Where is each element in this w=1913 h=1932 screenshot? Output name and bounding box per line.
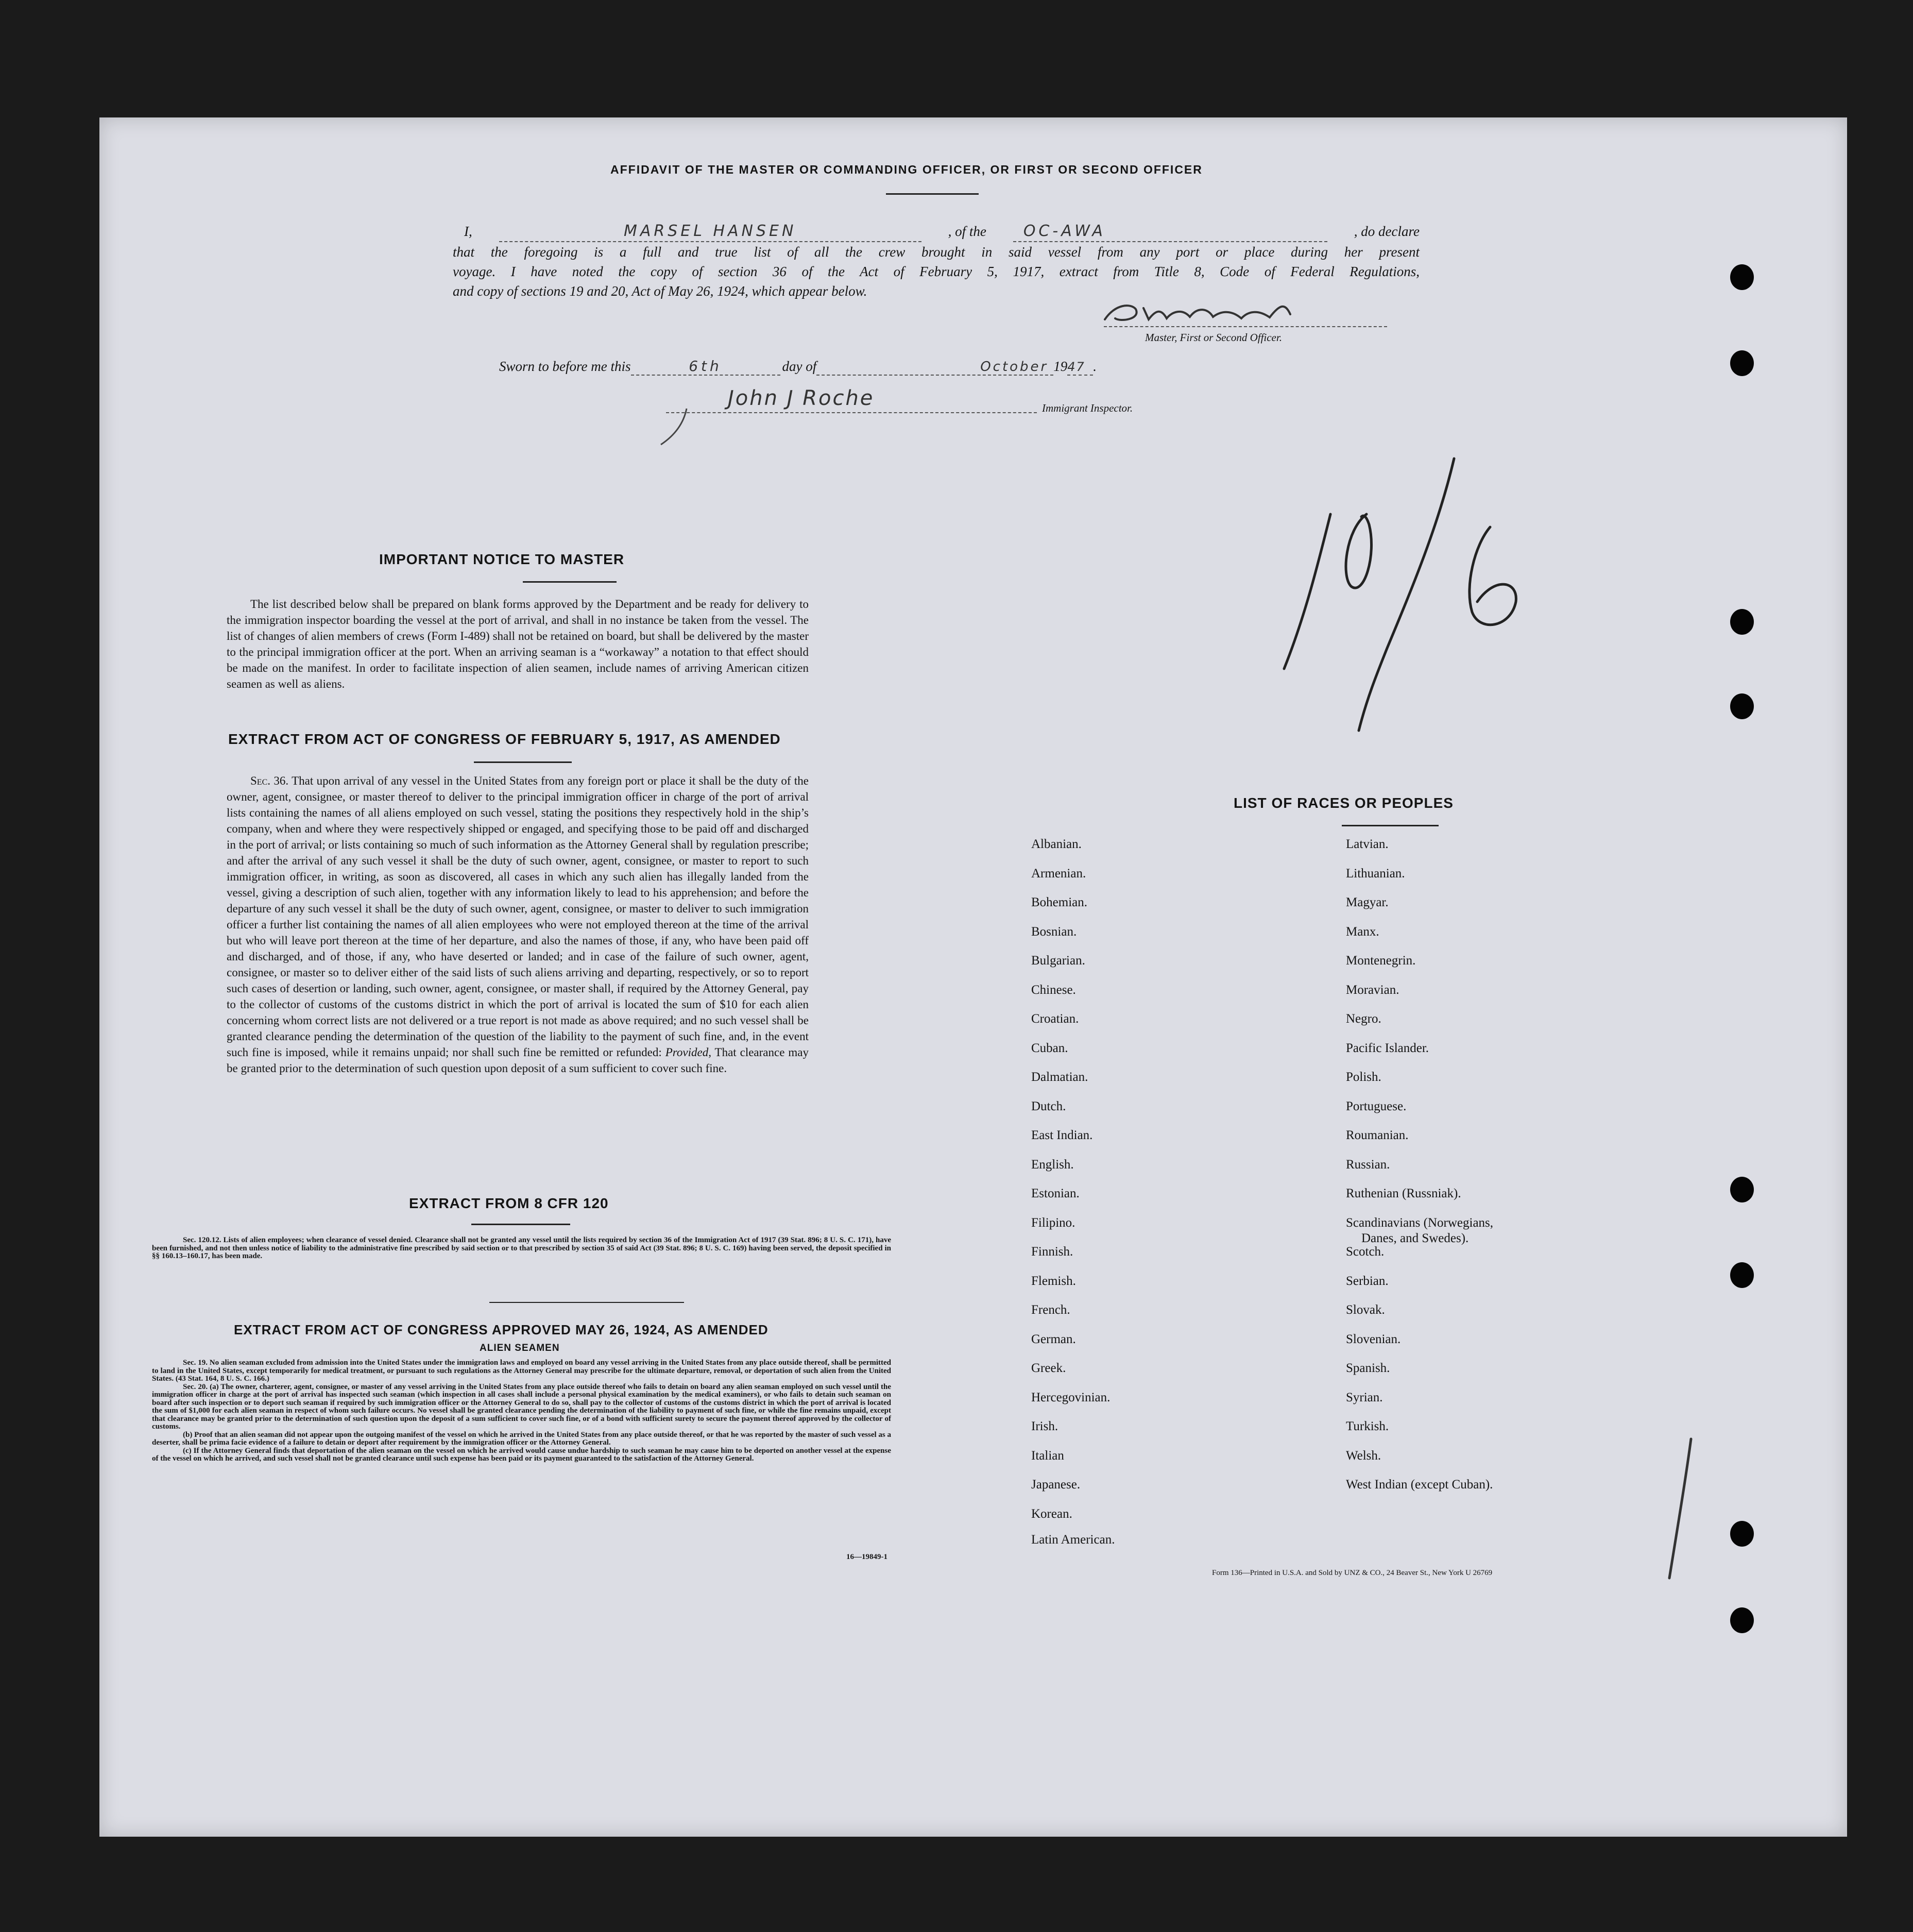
race-item: Japanese.	[1031, 1478, 1081, 1492]
notice-title: IMPORTANT NOTICE TO MASTER	[379, 551, 625, 567]
sworn-day-field	[631, 358, 780, 376]
binder-hole	[1730, 1521, 1754, 1547]
sworn-month-field	[816, 359, 1053, 376]
race-item: Greek.	[1031, 1361, 1066, 1375]
race-item: Slovak.	[1346, 1303, 1385, 1317]
race-item: Roumanian.	[1346, 1128, 1409, 1142]
form-footer: Form 136—Printed in U.S.A. and Sold by UNZ & CO., 24 Beaver St., New York U 26769	[1212, 1569, 1493, 1577]
race-item: Montenegrin.	[1346, 954, 1416, 968]
inspector-signature-field	[666, 386, 1037, 413]
do-declare-label: , do declare	[1354, 224, 1420, 239]
race-item: Moravian.	[1346, 982, 1399, 997]
race-item: Dalmatian.	[1031, 1070, 1088, 1084]
sec-20a-text: Sec. 20. (a) The owner, charterer, agent, consignee, or master of any vessel arriving in the United States from any place outside thereof who fails to detain on board any alien seaman employed on such vessel until the immigration officer in charge at the port of arrival has inspected such seaman (which inspection in all cases shall include a personal physical examination by the medical examiners), or who fails to detain such seaman on board after such inspection or to deport such seaman if required by such immigration officer or the Attorney General to do so, shall pay to the collector of customs of the customs district in which the port of arrival is located the sum of $1,000 for each alien seaman in respect of whom such failure occurs. No vessel shall be granted clearance pending the determination of the liability to payment of such fine, or while the fine remains unpaid, except that clearance may be granted prior to the determination of such question upon the deposit of a sum sufficient to cover such fine, or of a bond with sufficient surety to secure the payment thereof approved by the collector of customs.	[152, 1382, 891, 1431]
extract-cfr-body: Sec. 120.12. Lists of alien employees; when clearance of vessel denied. Clearance shall not be granted any vessel until the lists required by section 36 of the Immigration Act of 1917 (39 Stat. 896; 8 U. S. C. 171), have been furnished, and not then unless notice of liability to the administrative fine prescribed by said section or to that prescribed by section 35 of said Act (39 Stat. 896; 8 U. S. C. 169) having been served, the deposit specified in §§ 160.13–160.17, has been made.	[152, 1236, 891, 1260]
margin-pencil-mark	[1665, 1436, 1696, 1581]
binder-hole	[1730, 264, 1754, 290]
race-item: Danes, and Swedes).	[1361, 1231, 1469, 1245]
affidavit-declaration	[453, 222, 1420, 301]
year-prefix: 19	[1053, 359, 1068, 374]
sworn-line: Sworn to before me this 6th day of October 19 47 .	[499, 358, 1097, 375]
document-page	[99, 117, 1847, 1837]
race-item: Portuguese.	[1346, 1099, 1407, 1113]
sec-20b-text: (b) Proof that an alien seaman did not appear upon the outgoing manifest of the vessel on which he arrived in the United States from any place outside thereof, or that he was reported by the master of such vessel as a deserter, shall be prima facie evidence of a failure to detain or deport after requirement by the immigration officer or the Attorney General.	[152, 1430, 891, 1447]
race-item: Flemish.	[1031, 1274, 1076, 1288]
sworn-day: 6th	[689, 358, 722, 375]
extract-cfr-rule	[471, 1224, 570, 1225]
master-signature	[1100, 299, 1321, 330]
extract-1917-body	[227, 773, 809, 1076]
binder-hole	[1730, 1177, 1754, 1202]
binder-hole	[1730, 609, 1754, 635]
race-item: Slovenian.	[1346, 1332, 1401, 1346]
race-item: Pacific Islander.	[1346, 1041, 1429, 1055]
provided-label: Provided,	[665, 1046, 711, 1059]
binder-hole	[1730, 1262, 1754, 1288]
master-signature-caption: Master, First or Second Officer.	[1145, 331, 1282, 344]
sec-36-text-end: That clearance may be granted prior to the determination of such question upon deposit of a sum sufficient to cover such fine.	[227, 1046, 809, 1075]
master-name: MARSEL HANSEN	[623, 222, 797, 240]
extract-1924-title: EXTRACT FROM ACT OF CONGRESS APPROVED MAY 26, 1924, AS AMENDED	[234, 1322, 768, 1337]
affidavit-line-2: that the foregoing is a full and true list of all the crew brought in said vessel from any port or place during her present	[453, 244, 1420, 260]
inspector-signature-tail	[656, 406, 697, 447]
affidavit-line-3: voyage. I have noted the copy of section 36 of the Act of February 5, 1917, extract from Title 8, Code of Federal Regulations,	[453, 264, 1420, 279]
race-item: Syrian.	[1346, 1390, 1383, 1404]
race-item: Russian.	[1346, 1157, 1390, 1172]
race-item: Filipino.	[1031, 1215, 1075, 1230]
print-code: 16—19849-1	[846, 1553, 887, 1561]
race-item: Latin American.	[1031, 1532, 1115, 1547]
affidavit-line-4: and copy of sections 19 and 20, Act of May 26, 1924, which appear below.	[453, 283, 867, 299]
race-item: Cuban.	[1031, 1041, 1068, 1055]
race-item: Latvian.	[1346, 837, 1389, 851]
race-item: Ruthenian (Russniak).	[1346, 1187, 1461, 1200]
race-item: English.	[1031, 1157, 1074, 1172]
vessel-name-field	[1013, 222, 1327, 242]
sec-36-text: That upon arrival of any vessel in the United States from any foreign port or place it shall be the duty of the owner, agent, consignee, or master thereof to deliver to the principal immigration officer in charge of the port of arrival lists containing the names of all aliens employed on such vessel, stating the positions they respectively hold in the ship’s company, when and where they were respectively shipped or engaged, and specifying those to be paid off and discharged in the port of arrival; or lists containing so much of such information as the Attorney General shall by regulation prescribe; and after the arrival of any such vessel it shall be the duty of such owner, agent, consignee, or master to report to such immigration officer, in writing, as soon as discovered, all cases in which any such alien has illegally landed from the vessel, giving a description of such alien, together with any information likely to lead to his apprehension; and before the departure of any such vessel it shall be the duty of such owner, agent, consignee, or master to deliver to such immigration officer a further list containing the names of all alien employees who were not employed thereon at the time of the arrival but who will leave port thereon at the time of her departure, and also the names of those, if any, who have been paid off and discharged, and of those, if any, who have deserted or landed; and in case of the failure of such owner, agent, consignee, or master so to deliver either of the said lists of such aliens arriving and departing, respectively, or so to report such cases of desertion or landing, such owner, agent, consignee, or master shall, if required by the Attorney General, pay to the collector of customs of the customs district in which the port of arrival is located the sum of $10 for each alien concerning whom correct lists are not delivered or a true report is not made as above required; and no such vessel shall be granted clearance pending the determination of the question of the liability to the payment of such fine, and, in the event such fine is imposed, while it remains unpaid; nor shall such fine be remitted or refunded:	[227, 774, 809, 1059]
race-item: French.	[1031, 1303, 1070, 1317]
inspector-signature: John J Roche	[728, 386, 875, 410]
of-the-label: , of the	[948, 224, 986, 239]
affidavit-title-rule	[886, 193, 979, 195]
binder-hole	[1730, 1607, 1754, 1633]
race-item: Korean.	[1031, 1506, 1072, 1521]
race-item: Magyar.	[1346, 895, 1389, 909]
vessel-name: OC-AWA	[1023, 222, 1106, 240]
race-item: East Indian.	[1031, 1128, 1093, 1142]
race-item: Bulgarian.	[1031, 954, 1085, 968]
race-item: German.	[1031, 1332, 1076, 1346]
notice-body: The list described below shall be prepared on blank forms approved by the Department and be ready for delivery to the immigration inspector boarding the vessel at the port of arrival, and shall in no instance be taken from the vessel. The list of changes of alien members of crews (Form I-489) shall not be retained on board, but shall be delivered by the master to the principal immigration officer at the port. When an arriving seaman is a “workaway” a notation to that effect should be made on the manifest. In order to facilitate inspection of alien seamen, include names of arriving American citizen seamen as well as aliens.	[227, 598, 809, 690]
i-label: I,	[464, 224, 472, 239]
races-title-rule	[1342, 825, 1439, 826]
extract-1917-rule	[474, 761, 572, 763]
race-item: Serbian.	[1346, 1274, 1389, 1288]
extract-cfr-title: EXTRACT FROM 8 CFR 120	[409, 1195, 609, 1211]
year-field	[1067, 359, 1093, 376]
sec-19-text: Sec. 19. No alien seaman excluded from admission into the United States under the immigration laws and employed on board any vessel arriving in the United States from any place outside thereof, shall be permitted to land in the United States, except temporarily for medical treatment, or pursuant to such regulations as the Attorney General may prescribe for the ultimate departure, removal, or deportation of such alien from the United States. (43 Stat. 164, 8 U. S. C. 166.)	[152, 1359, 891, 1383]
extract-1924-body	[152, 1359, 891, 1463]
race-item: Albanian.	[1031, 837, 1082, 851]
binder-hole	[1730, 693, 1754, 719]
affidavit-line-1	[453, 222, 1420, 242]
race-item: Polish.	[1346, 1070, 1381, 1084]
master-name-field	[499, 222, 921, 242]
race-item: Chinese.	[1031, 982, 1076, 997]
race-item: Armenian.	[1031, 866, 1086, 880]
race-item: Estonian.	[1031, 1187, 1080, 1200]
race-item: Manx.	[1346, 924, 1379, 939]
inspector-caption: Immigrant Inspector.	[1042, 402, 1133, 414]
day-of-label: day of	[782, 359, 817, 374]
extract-1924-subtitle: ALIEN SEAMEN	[480, 1343, 560, 1353]
race-item: Irish.	[1031, 1419, 1058, 1433]
race-item: Welsh.	[1346, 1448, 1381, 1463]
affidavit-title: AFFIDAVIT OF THE MASTER OR COMMANDING OFFICER, OR FIRST OR SECOND OFFICER	[610, 163, 1203, 176]
sec-20c-text: (c) If the Attorney General finds that deportation of the alien seaman on the vessel on which he arrived would cause undue hardship to such seaman he may cause him to be deported on another vessel at the expense of the vessel on which he arrived, and such vessel shall not be granted clearance until such expense has been paid or its payment guaranteed to the satisfaction of the Attorney General.	[152, 1446, 891, 1463]
extract-1917-title: EXTRACT FROM ACT OF CONGRESS OF FEBRUARY 5, 1917, AS AMENDED	[228, 731, 781, 747]
race-item: Negro.	[1346, 1012, 1381, 1026]
race-item: Bohemian.	[1031, 895, 1088, 909]
race-item: Dutch.	[1031, 1099, 1066, 1113]
race-item: Italian	[1031, 1448, 1064, 1463]
race-item: West Indian (except Cuban).	[1346, 1478, 1493, 1492]
race-item: Lithuanian.	[1346, 866, 1405, 880]
race-item: Bosnian.	[1031, 924, 1077, 939]
race-item: Croatian.	[1031, 1012, 1079, 1026]
handwritten-date-mark	[1269, 452, 1536, 741]
sworn-label: Sworn to before me this	[499, 359, 631, 374]
master-signature-line	[1104, 326, 1387, 327]
race-item: Finnish.	[1031, 1245, 1073, 1259]
sec-36-label: Sec. 36.	[250, 774, 289, 787]
sworn-month: October	[980, 359, 1049, 375]
race-item: Spanish.	[1346, 1361, 1390, 1375]
sworn-year: 47	[1067, 360, 1085, 374]
binder-hole	[1730, 350, 1754, 376]
race-item: Scotch.	[1346, 1245, 1385, 1259]
races-title: LIST OF RACES OR PEOPLES	[1234, 795, 1454, 811]
race-item: Hercegovinian.	[1031, 1390, 1111, 1404]
notice-title-rule	[523, 581, 617, 583]
race-item: Scandinavians (Norwegians,	[1346, 1215, 1494, 1230]
race-item: Turkish.	[1346, 1419, 1389, 1433]
section-divider	[489, 1302, 684, 1303]
